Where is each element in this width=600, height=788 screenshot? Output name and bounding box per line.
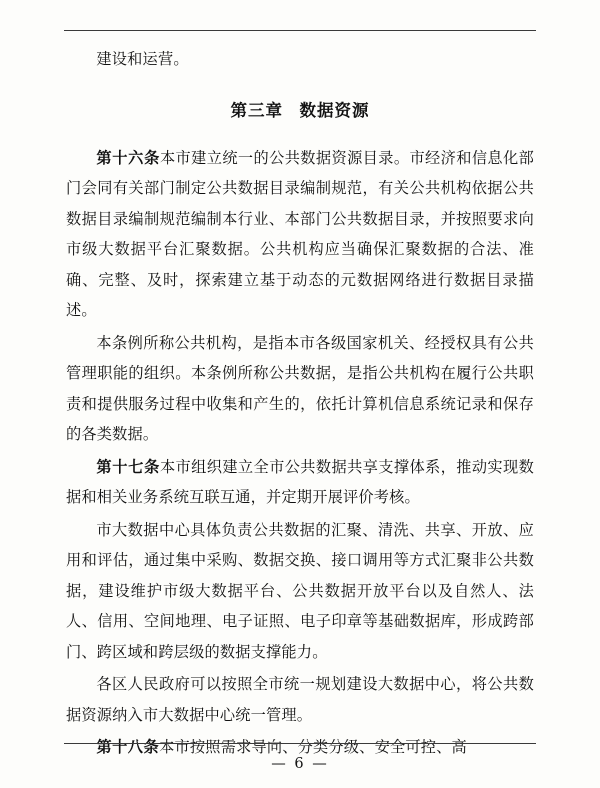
chapter-number: 第三章 <box>230 100 283 120</box>
continued-line-text: 建设和运营。 <box>96 50 189 68</box>
page-top-rule <box>64 30 536 31</box>
article-number-17: 第十七条 <box>96 457 160 476</box>
paragraph-17-2 <box>66 515 534 668</box>
article-text-16: 本市建立统一的公共数据资源目录。市经济和信息化部门会同有关部门制定公共数据目录编制规范，有关公共机构依据公共数据目录编制规范编制本行业、本部门公共数据目录，并按照要求向市级大数据平台汇聚数据。公共机构应当确保汇聚数据的合法、准确、完整、及时，探索建立基于动态的元数据网络进行数据目录描述。 <box>66 148 534 319</box>
paragraph-17-3 <box>66 669 534 730</box>
paragraph-17-2-text: 市大数据中心具体负责公共数据的汇聚、清洗、共享、开放、应用和评估，通过集中采购、数据交换、接口调用等方式汇聚非公共数据，建设维护市级大数据平台、公共数据开放平台以及自然人、法人、信用、空间地理、电子证照、电子印章等基础数据库，形成跨部门、跨区域和跨层级的数据支撑能力。 <box>66 520 534 661</box>
article-text-17: 本市组织建立全市公共数据共享支撑体系，推动实现数据和相关业务系统互联互通，并定期开展评价考核。 <box>66 457 534 506</box>
article-number-18: 第十八条 <box>96 738 160 756</box>
page-content <box>66 44 534 763</box>
paragraph-16-2-text: 本条例所称公共机构，是指本市各级国家机关、经授权具有公共管理职能的组织。本条例所称公共数据，是指公共机构在履行公共职责和提供服务过程中收集和产生的，依托计算机信息系统记录和保存的各类数据。 <box>66 333 534 443</box>
continued-line <box>66 44 534 75</box>
page-number: — 6 — <box>271 756 329 772</box>
article-text-18: 本市按照需求导向、分类分级、安全可控、高 <box>159 738 467 756</box>
paragraph-article-17 <box>66 452 534 513</box>
paragraph-16-2 <box>66 328 534 450</box>
chapter-heading <box>66 97 534 125</box>
chapter-name: 数据资源 <box>299 100 370 120</box>
paragraph-article-16 <box>66 143 534 326</box>
article-number-16: 第十六条 <box>96 148 160 167</box>
paragraph-17-3-text: 各区人民政府可以按照全市统一规划建设大数据中心，将公共数据资源纳入市大数据中心统一管理。 <box>66 675 534 724</box>
page-bottom-rule <box>64 743 536 744</box>
